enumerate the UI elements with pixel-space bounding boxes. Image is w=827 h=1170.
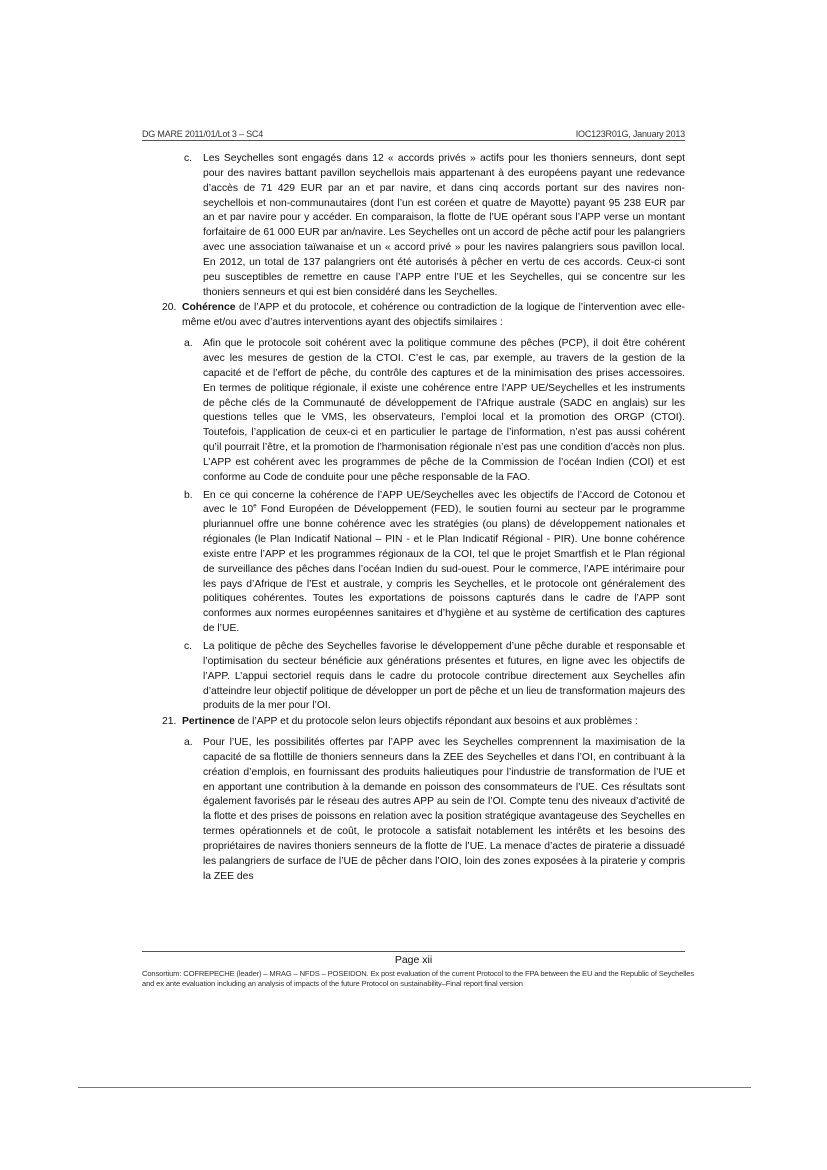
item-heading: Pertinence (182, 716, 235, 728)
list-item-c (142, 152, 685, 300)
header-project-ref: DG MARE 2011/01/Lot 3 – SC4 (142, 129, 263, 139)
list-item-21a (142, 736, 685, 884)
superscript: e (253, 503, 257, 510)
list-item-text: Les Seychelles sont engagés dans 12 « accords privés » actifs pour les thoniers senneurs, dont sept pour des navires battant pavillon seychellois mais appartenant à des européens payant une redevance d’accès de 71 429 EUR par an et par navire, et dans cinq accords portant sur des navires non-seychellois et non-communautaires (dont l’un est coréen et quatre de Mayotte) payant 95 238 EUR par an et par navire pour y accéder. En comparaison, la flotte de l’UE opérant sous l’APP verse un montant forfaitaire de 61 000 EUR par an/navire. Les Seychelles ont un accord de pêche actif pour les palangriers avec une association taïwanaise et un « accord privé » pour les navires palangriers sous pavillon local. En 2012, un total de 137 palangriers ont été autorisés à pêcher en vertu de ces accords. Ceux-ci sont peu susceptibles de remettre en cause l’APP entre l’UE et les Seychelles, qui se concentre sur les thoniers senneurs et qui est bien considéré dans les Seychelles. (203, 153, 685, 298)
footer-divider (142, 951, 685, 952)
item-number: 21. (162, 716, 177, 728)
header-divider (142, 140, 685, 141)
list-item-text: Pour l’UE, les possibilités offertes par l’APP avec les Seychelles comprennent la maximisation de la capacité de sa flottille de thoniers senneurs dans la ZEE des Seychelles et dans l’OI, en contribuant à la création d’emplois, en fournissant des produits halieutiques pour l’industrie de transformation de l’UE et en apportant une contribution à la demande en poisson des consommateurs de l’UE. Ces résultats sont également favorisés par le réseau des autres APP au sein de l’OI. Compte tenu des niveaux d’activité de la flotte et des prises de poissons en relation avec la position stratégique avantageuse des Seychelles en termes opérationnels et de coût, le protocole a satisfait notablement les intérêts et les besoins des propriétaires de navires thoniers senneurs de la flotte de l’UE. La menace d’actes de piraterie a dissuadé les palangriers de surface de l’UE de pêcher dans l’OIO, loin des zones exposées à la piraterie y compris la ZEE des (203, 737, 685, 882)
item-text: de l’APP et du protocole, et cohérence ou contradiction de la logique de l’intervention avec elle-même et/ou avec d’autres interventions ayant des objectifs similaires : (182, 302, 685, 329)
item-heading: Cohérence (182, 302, 236, 314)
numbered-item-20 (142, 301, 685, 331)
page-bottom-divider (78, 1087, 751, 1088)
list-item-20c (142, 640, 685, 714)
item-text: de l’APP et du protocole selon leurs objectifs répondant aux besoins et aux problèmes : (234, 716, 638, 728)
document-body (142, 152, 685, 885)
list-item-text-continued: Fond Européen de Développement (FED), le soutien fourni au secteur par le programme pluriannuel offre une bonne cohérence avec les stratégies (ou plans) de développement nationales et régionales (le Plan Indicatif National – PIN - et le Plan Indicatif Régional - PIR). Une bonne cohérence existe entre l’APP et les programmes régionaux de la COI, tel que le projet Smartfish et le Plan régional de surveillance des pêches dans l’océan Indien du sud-ouest. Pour le commerce, l’APE intérimaire pour les pays d’Afrique de l’Est et australe, y compris les Seychelles, et le protocole ont généralement des politiques cohérentes. Toutes les exportations de poissons capturés dans le cadre de l’APP sont conformes aux normes européennes sanitaires et d’hygiène et au système de certification des captures de l’UE. (203, 504, 686, 635)
list-marker: c. (184, 641, 193, 652)
list-item-20b (142, 489, 685, 637)
footer-consortium-note: Consortium: COFREPECHE (leader) – MRAG – NFDS – POSEIDON. Ex post evaluation of the current Protocol to the FPA between the EU and the Republic of Seychelles and ex ante evaluation including an analysis of impacts of the future Protocol on sustainability–Final report final version (142, 969, 695, 989)
list-item-text: En ce qui concerne la cohérence de l’APP UE/Seychelles avec les objectifs de l’Accord de Cotonou et avec le 10 (203, 489, 685, 516)
numbered-item-21 (142, 715, 685, 730)
list-marker: a. (184, 737, 193, 749)
list-marker: b. (184, 489, 193, 501)
header-report-ref: IOC123R01G, January 2013 (575, 129, 685, 139)
list-item-text: La politique de pêche des Seychelles favorise le développement d’une pêche durable et responsable et l’optimisation du secteur bénéficie aux générations présentes et futures, en ligne avec les objectifs de l’APP. L’appui sectoriel requis dans le cadre du protocole contribue directement aux Seychelles afin d’atteindre leur objectif politique de développer un port de pêche et un lieu de transformation majeurs des produits de la mer pour l’OI. (203, 641, 685, 712)
page-number: Page xii (394, 954, 433, 966)
list-item-text: Afin que le protocole soit cohérent avec la politique commune des pêches (PCP), il doit être cohérent avec les mesures de gestion de la CTOI. C’est le cas, par exemple, au travers de la gestion de la capacité et de l’effort de pêche, du contrôle des captures et de la minimisation des prises accessoires. En termes de politique régionale, il existe une cohérence entre l’APP UE/Seychelles et les instruments de pêche clés de la Communauté de développement de l’Afrique australe (SADC en anglais) sur les questions telles que le VMS, les observateurs, l’emploi local et la promotion des ORGP (CTOI). Toutefois, l’application de ceux-ci et en particulier le partage de l’information, n’est pas aussi cohérent qu’il pourrait l’être, et la promotion de l’harmonisation régionale n’est pas une condition d’accès non plus. L’APP est cohérent avec les programmes de pêche de la Commission de l’océan Indien (COI) et est conforme au Code de conduite pour une pêche responsable de la FAO. (203, 338, 685, 483)
item-number: 20. (162, 302, 177, 314)
list-marker: a. (184, 338, 193, 350)
list-item-20a (142, 337, 685, 485)
list-marker: c. (184, 153, 193, 164)
